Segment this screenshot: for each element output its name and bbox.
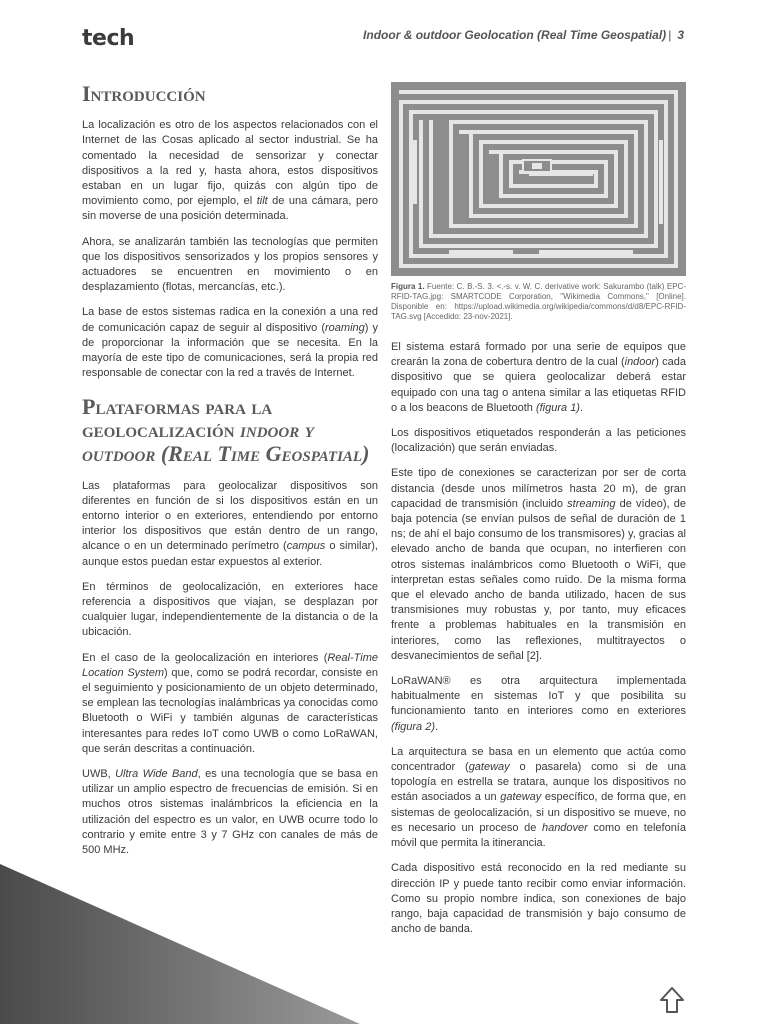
platforms-paragraph-2: En términos de geolocalización, en exteriores hace referencia a dispositivos que viajan, se desplazan por cualquier lugar, independientemente de la distancia o de la ubicación. bbox=[82, 580, 378, 639]
running-header bbox=[363, 28, 684, 42]
arrow-up-icon[interactable] bbox=[659, 986, 685, 1014]
right-column bbox=[391, 82, 686, 947]
intro-heading: Introducción bbox=[82, 81, 206, 106]
page-number: 3 bbox=[677, 28, 684, 42]
right-paragraph-6: Cada dispositivo está reconocido en la red mediante su dirección IP y puede tanto recibir como enviar información. Como su propio nombre indica, son conexiones de bajo rango, baja capacidad de transmisión y bajo consumo de ancho de banda. bbox=[391, 862, 686, 936]
platforms-heading: Plataformas para la geolocalización indoor y outdoor (Real Time Geospatial) bbox=[82, 394, 370, 466]
right-paragraph-2: Los dispositivos etiquetados responderán a las peticiones (localización) que serán enviadas. bbox=[391, 427, 686, 455]
rfid-antenna-maze-image bbox=[391, 82, 686, 276]
intro-paragraph-2: Ahora, se analizarán también las tecnologías que permiten que los dispositivos sensorizados y los propios sensores y actuadores se encuentren en movimiento o en desplazamiento (flotas, mercancías, etc.). bbox=[82, 235, 378, 294]
right-paragraph-3: Este tipo de conexiones se caracterizan por ser de corta distancia (desde unos milímetros hasta 20 m), de gran capacidad de transmisión (incluido streaming de vídeo), de baja potencia (se envían pulsos de señal de duración de 1 ns; de ahí el bajo consumo de los transmisores) y, gracias al elevado ancho de banda que ocupan, no interfieren con otros sistemas inalámbricos como Bluetooth o WiFi, que interpretan estas señales como ruido. De la misma forma que el elevado ancho de banda utilizado, hacen de sus transmisiones muy robustas y, por tanto, muy eficaces frente a problemas habituales en la transmisión en interiores, como las reflexiones, multitrayectos o desvanecimientos de señal [2]. bbox=[391, 467, 686, 662]
figure-1-reference[interactable]: (figura 1) bbox=[535, 401, 580, 414]
right-paragraph-4: LoRaWAN® es otra arquitectura implementada habitualmente en sistemas IoT y que posibilita su funcionamiento tanto en interiores como en exteriores (figura 2). bbox=[391, 675, 686, 733]
header-separator: | bbox=[668, 28, 672, 42]
intro-paragraph-1: La localización es otro de los aspectos relacionados con el Internet de las Cosas aplicado al sector industrial. Se ha comentado la necesidad de sensorizar y conectar dispositivos a la red y, hasta ahora, estos dispositivos estaban en un lugar fijo, quizás con algún tipo de movimiento como, por ejemplo, el tilt de una cámara, pero sin moverse de una posición determinada. bbox=[82, 119, 378, 223]
platforms-paragraph-4: UWB, Ultra Wide Band, es una tecnología que se basa en utilizar un amplio espectro de frecuencias de emisión. Si en muchos otros sistemas inalámbricos la eficiencia en la utilización del espectro es un valor, en UWB ocurre todo lo contrario y emite entre 3 y 7 GHz con canales de más de 500 MHz. bbox=[82, 768, 378, 857]
decorative-corner-triangle bbox=[0, 864, 360, 1024]
right-paragraph-1: El sistema estará formado por una serie de equipos que crearán la zona de cobertura dentro de la cual (indoor) cada dispositivo que se quiera geolocalizar deberá estar equipado con una tag o antena similar a las etiquetas RFID o a los beacons de Bluetooth (figura 1). bbox=[391, 341, 686, 414]
intro-paragraph-3: La base de estos sistemas radica en la conexión a una red de comunicación capaz de seguir al dispositivo (roaming) y de proporcionar la información que se necesita. En la mayoría de este tipo de comunicaciones, será la propia red responsable de conectar con la red a través de Internet. bbox=[82, 306, 378, 380]
rfid-tag-figure bbox=[391, 82, 686, 276]
tech-logo: tech bbox=[82, 26, 135, 51]
platforms-paragraph-1: Las plataformas para geolocalizar dispositivos son diferentes en función de si los dispositivos están en un entorno interior o en exteriores, entendiendo por entorno interior los dispositivos que están dentro de un rango, alcance o en un determinado perímetro (campus o similar), aunque estos puedan estar expuestos al exterior. bbox=[82, 479, 378, 568]
right-paragraph-5: La arquitectura se basa en un elemento que actúa como concentrador (gateway o pasarela) como si de una topología en estrella se tratara, aunque los dispositivos no están asociados a un gateway específico, de forma que, en sistemas de geolocalización, si un dispositivo se mueve, no es necesario un proceso de handover como en telefonía móvil que permita la itinerancia. bbox=[391, 745, 686, 850]
figure-caption: Figura 1. Fuente: C. B.-S. 3. <.-s. v. W. C. derivative work: Sakurambo (talk) EPC-RFID-TAG.jpg: SMARTCODE Corporation, "Wikimedia Commons," [Online]. Disponible en: https://upload.wikimedia.org/wikipedia/commons/d/d8/EPC-RFID-TAG.svg [Accedido: 23-nov-2021]. bbox=[391, 282, 686, 321]
figure-2-reference[interactable]: (figura 2) bbox=[391, 720, 436, 733]
left-column bbox=[82, 82, 378, 868]
platforms-paragraph-3: En el caso de la geolocalización en interiores (Real-Time Location System) que, como se podrá recordar, consiste en el seguimiento y posicionamiento de un objeto determinado, se emplean las tecnologías inalámbricas ya conocidas como Bluetooth o WiFi y también algunas de características interesantes para redes IoT como UWB o como LoRaWAN, que serán descritas a continuación. bbox=[82, 651, 378, 755]
running-title: Indoor & outdoor Geolocation (Real Time Geospatial) bbox=[363, 28, 667, 42]
